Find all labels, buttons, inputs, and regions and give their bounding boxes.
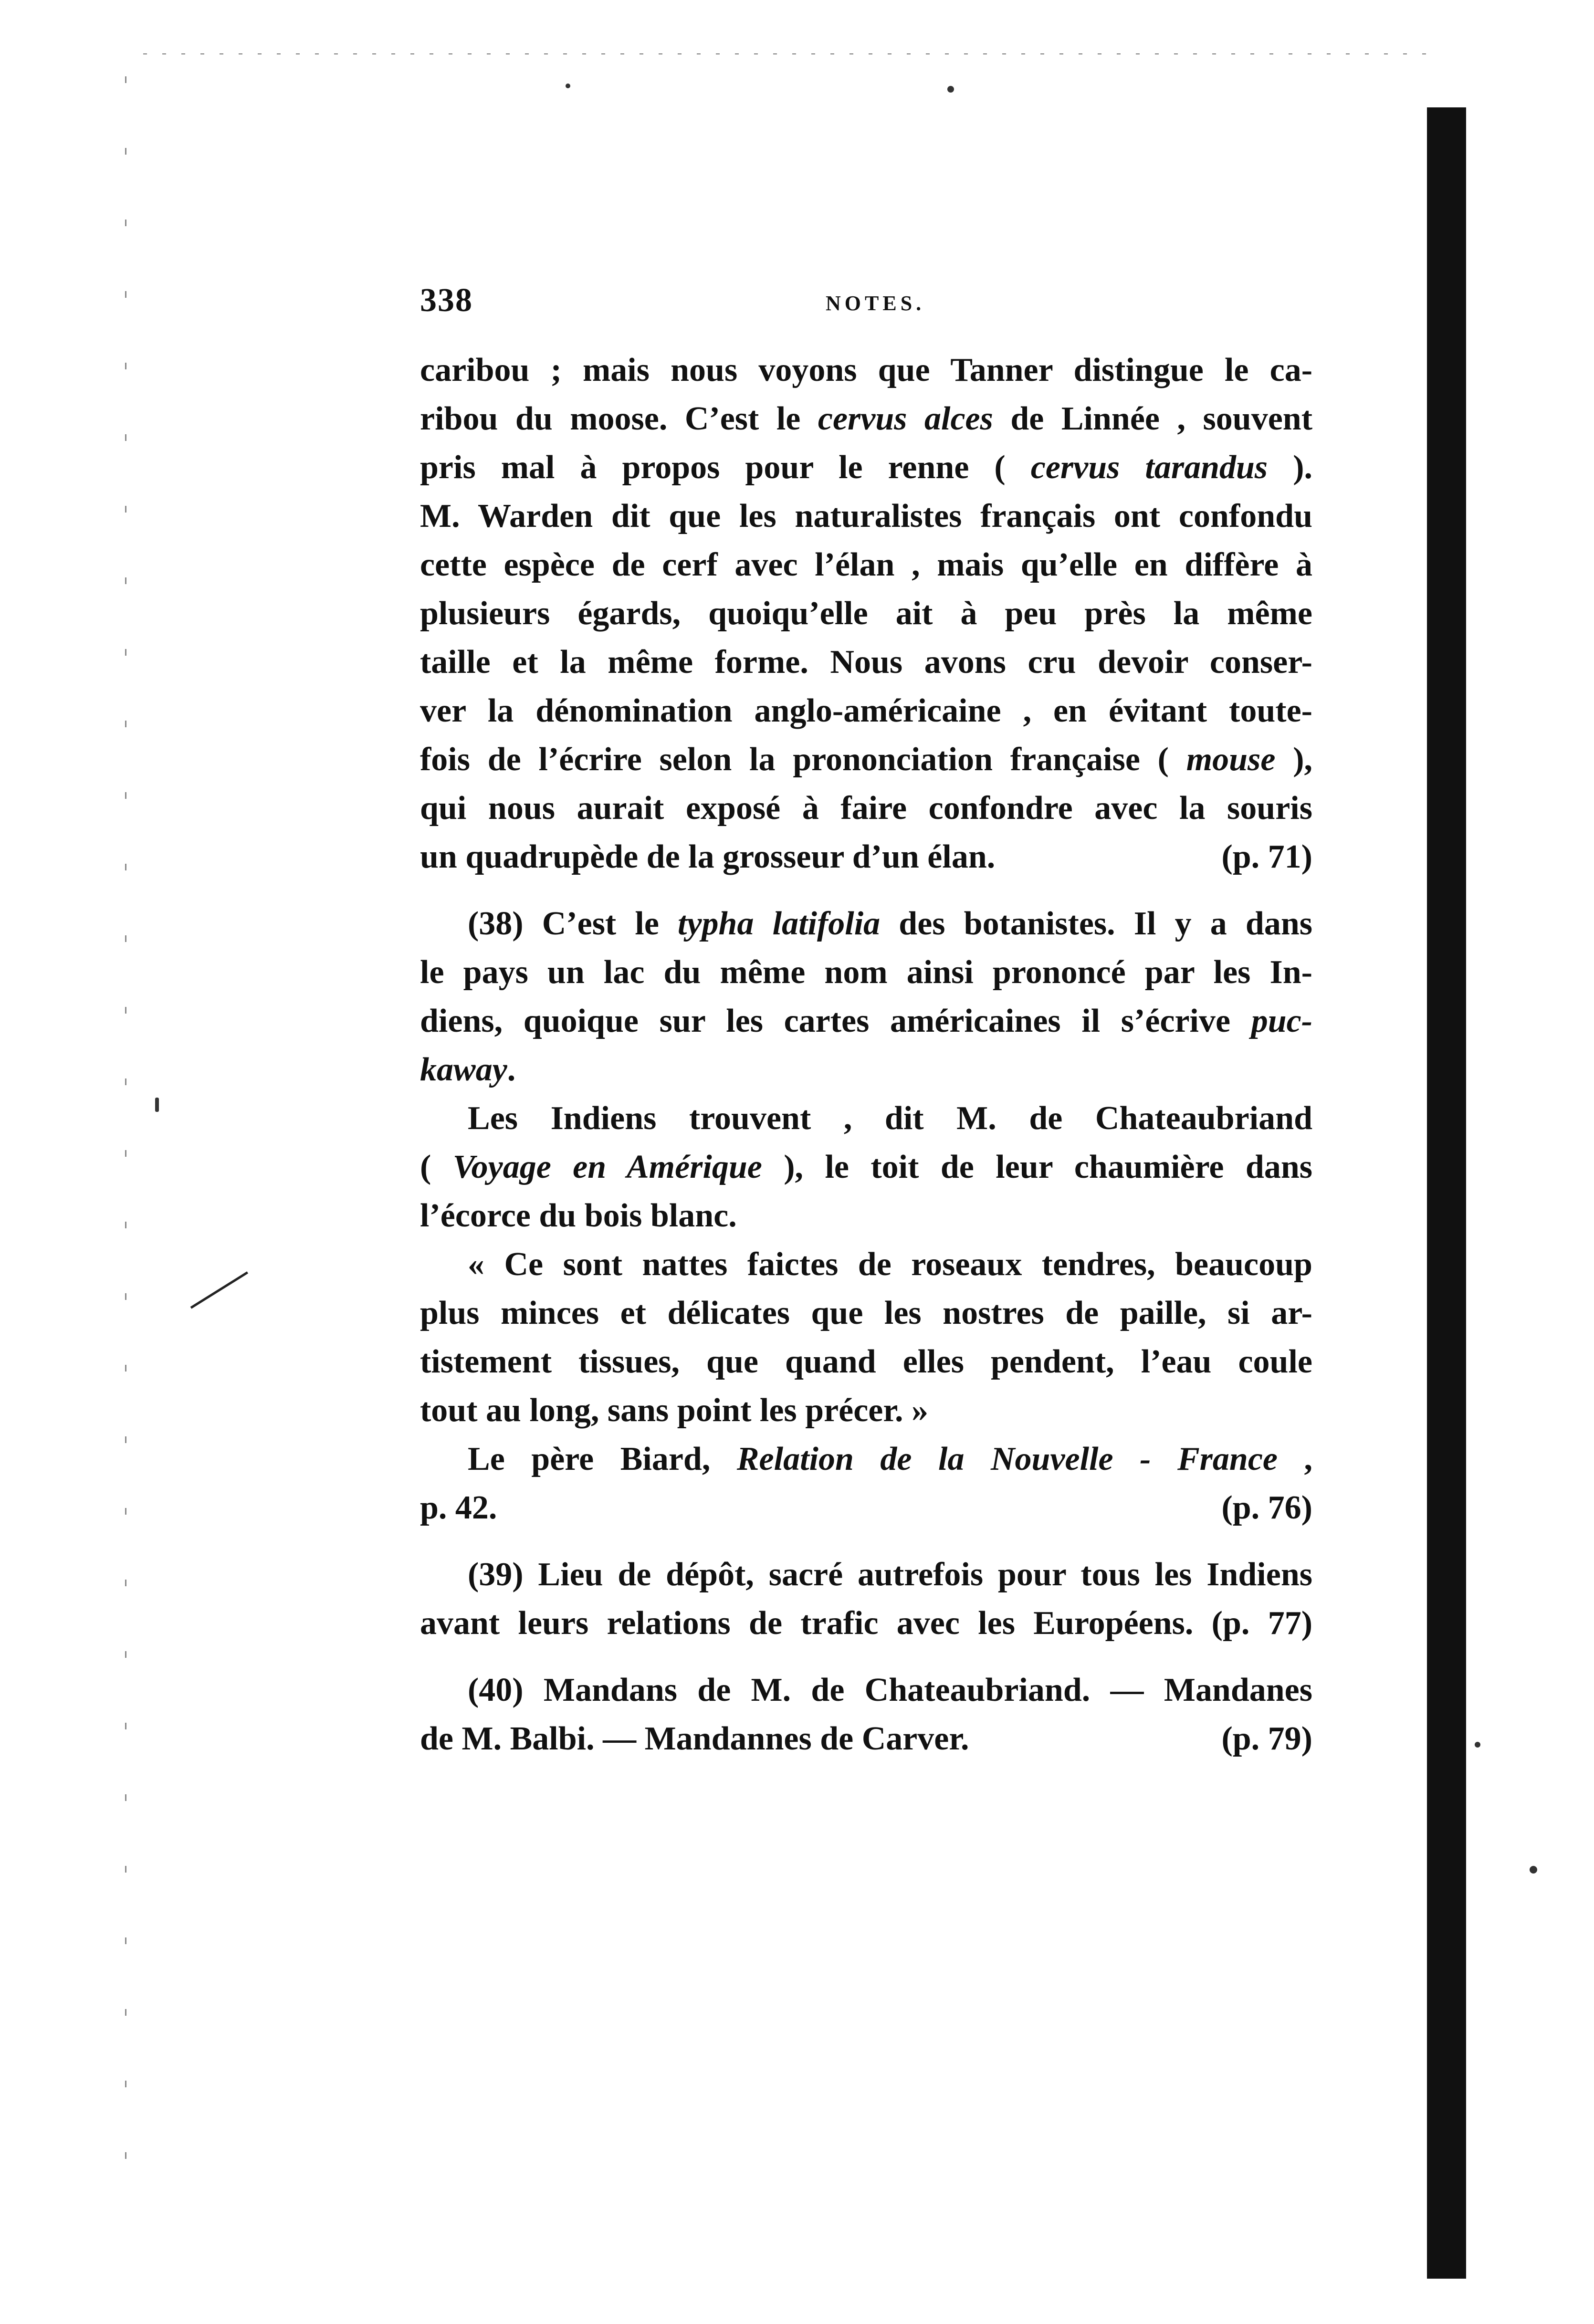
margin-pen-mark bbox=[190, 1271, 248, 1309]
quote-line: « Ce sont nattes faictes de roseaux tendres, beaucoup bbox=[468, 1246, 1312, 1283]
scan-speck bbox=[1530, 1866, 1537, 1874]
text-line: Le père Biard, Relation de la Nouvelle - France , bbox=[468, 1441, 1312, 1477]
quote-line: tout au long, sans point les précer. » bbox=[420, 1392, 929, 1429]
text-line: p. 42. (p. 76) bbox=[420, 1484, 1312, 1532]
text-line: qui nous aurait exposé à faire confondre avec la souris bbox=[420, 790, 1312, 827]
scan-border-top bbox=[143, 53, 1432, 54]
running-title: NOTES. bbox=[826, 292, 925, 315]
book-title: Voyage en Amérique bbox=[452, 1149, 762, 1185]
text-line: fois de l’écrire selon la prononciation française ( mouse ), bbox=[420, 741, 1313, 778]
latin-name: cervus tarandus bbox=[1030, 449, 1268, 486]
scan-speck bbox=[1475, 1742, 1480, 1748]
page-reference: (p. 76) bbox=[1221, 1489, 1312, 1526]
page-header bbox=[420, 282, 1317, 325]
text-line: caribou ; mais nous voyons que Tanner distingue le ca- bbox=[420, 352, 1312, 388]
term-italic: kaway bbox=[420, 1051, 507, 1088]
page-reference: (p. 71) bbox=[1221, 838, 1312, 875]
text-line: de M. Balbi. — Mandannes de Carver. (p. 79) bbox=[420, 1715, 1312, 1763]
text-line: (40) Mandans de M. de Chateaubriand. — Mandanes bbox=[468, 1672, 1312, 1708]
text-line: Les Indiens trouvent , dit M. de Chateaubriand bbox=[468, 1100, 1312, 1137]
note-40 bbox=[420, 1666, 1312, 1763]
note-38 bbox=[420, 900, 1312, 1532]
text-line: un quadrupède de la grosseur d’un élan. (p. 71) bbox=[420, 833, 1312, 881]
text-line: diens, quoique sur les cartes américaines il s’écrive puc- bbox=[420, 1003, 1312, 1039]
text-line: ribou du moose. C’est le cervus alces de Linnée , souvent bbox=[420, 400, 1312, 437]
scan-speck bbox=[155, 1098, 159, 1112]
scan-border-left bbox=[125, 76, 126, 2224]
term-italic: mouse bbox=[1186, 741, 1276, 778]
quote-line: plus minces et délicates que les nostres de paille, si ar- bbox=[420, 1295, 1312, 1331]
text-line: l’écorce du bois blanc. bbox=[420, 1197, 737, 1234]
quote-line: tistement tissues, que quand elles pendent, l’eau coule bbox=[420, 1343, 1312, 1380]
book-title: Relation de la Nouvelle - France bbox=[736, 1441, 1278, 1477]
note-37-continuation bbox=[420, 346, 1312, 881]
text-line: ( Voyage en Amérique ), le toit de leur chaumière dans bbox=[420, 1149, 1312, 1185]
page-number: 338 bbox=[420, 282, 473, 319]
scan-speck bbox=[947, 86, 954, 93]
text-line: taille et la même forme. Nous avons cru devoir conser- bbox=[420, 644, 1312, 680]
text-line: (39) Lieu de dépôt, sacré autrefois pour tous les Indiens bbox=[468, 1556, 1312, 1593]
text-line: le pays un lac du même nom ainsi prononcé par les In- bbox=[420, 954, 1312, 991]
latin-name: typha latifolia bbox=[678, 905, 881, 942]
note-39 bbox=[420, 1550, 1312, 1648]
page-body bbox=[420, 346, 1312, 1763]
term-italic: puc- bbox=[1251, 1003, 1312, 1039]
text-line: (38) C’est le typha latifolia des botanistes. Il y a dans bbox=[468, 905, 1313, 942]
text-line: kaway. bbox=[420, 1051, 516, 1088]
scan-dark-edge bbox=[1427, 107, 1466, 2279]
latin-name: cervus alces bbox=[818, 400, 993, 437]
text-line: pris mal à propos pour le renne ( cervus tarandus ). bbox=[420, 449, 1313, 486]
text-line: ver la dénomination anglo-américaine , en évitant toute- bbox=[420, 692, 1312, 729]
page-reference: (p. 79) bbox=[1221, 1720, 1312, 1757]
text-line: avant leurs relations de trafic avec les Européens. (p. 77) bbox=[420, 1605, 1312, 1642]
text-line: M. Warden dit que les naturalistes français ont confondu bbox=[420, 498, 1312, 534]
text-line: plusieurs égards, quoiqu’elle ait à peu près la même bbox=[420, 595, 1312, 632]
text-line: cette espèce de cerf avec l’élan , mais qu’elle en diffère à bbox=[420, 546, 1312, 583]
scan-speck bbox=[566, 84, 570, 88]
